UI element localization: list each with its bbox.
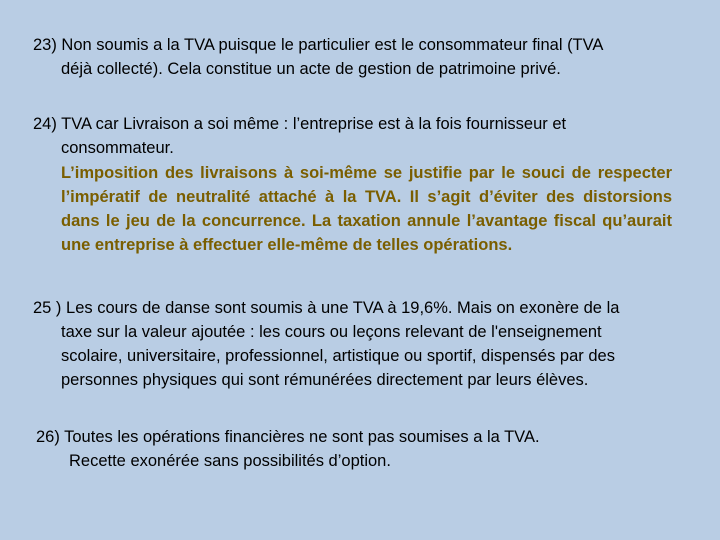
item-25-line-1: 25 ) Les cours de danse sont soumis à une TVA à 19,6%. Mais on exonère de la — [33, 299, 620, 317]
item-23-paragraph — [33, 33, 603, 81]
item-25-line-2: taxe sur la valeur ajoutée : les cours ou leçons relevant de l'enseignement — [61, 323, 602, 341]
item-25-line-4: personnes physiques qui sont rémunérées directement par leurs élèves. — [61, 371, 589, 389]
item-25-line-3: scolaire, universitaire, professionnel, artistique ou sportif, dispensés par des — [61, 347, 615, 365]
item-26-line-1: 26) Toutes les opérations financières ne sont pas soumises a la TVA. — [36, 428, 540, 446]
item-23-line-1: 23) Non soumis a la TVA puisque le particulier est le consommateur final (TVA — [33, 36, 604, 54]
item-23-line-2: déjà collecté). Cela constitue un acte de gestion de patrimoine privé. — [61, 60, 561, 78]
item-24-paragraph — [33, 112, 566, 160]
item-25-paragraph — [33, 296, 619, 392]
item-26-paragraph — [36, 425, 540, 473]
item-24-emphasis-text: L’imposition des livraisons à soi-même se justifie par le souci de respecter l’impératif de neutralité attaché à la TVA. Il s’agit d’éviter des distorsions dans le jeu de la concurrence. La taxation annule l’avantage fiscal qu’aurait une entreprise à effectuer elle-même de telles opérations. — [61, 164, 672, 254]
item-24-line-2: consommateur. — [61, 139, 174, 157]
item-26-line-2: Recette exonérée sans possibilités d’option. — [69, 452, 391, 470]
item-24-line-1: 24) TVA car Livraison a soi même : l’entreprise est à la fois fournisseur et — [33, 115, 567, 133]
